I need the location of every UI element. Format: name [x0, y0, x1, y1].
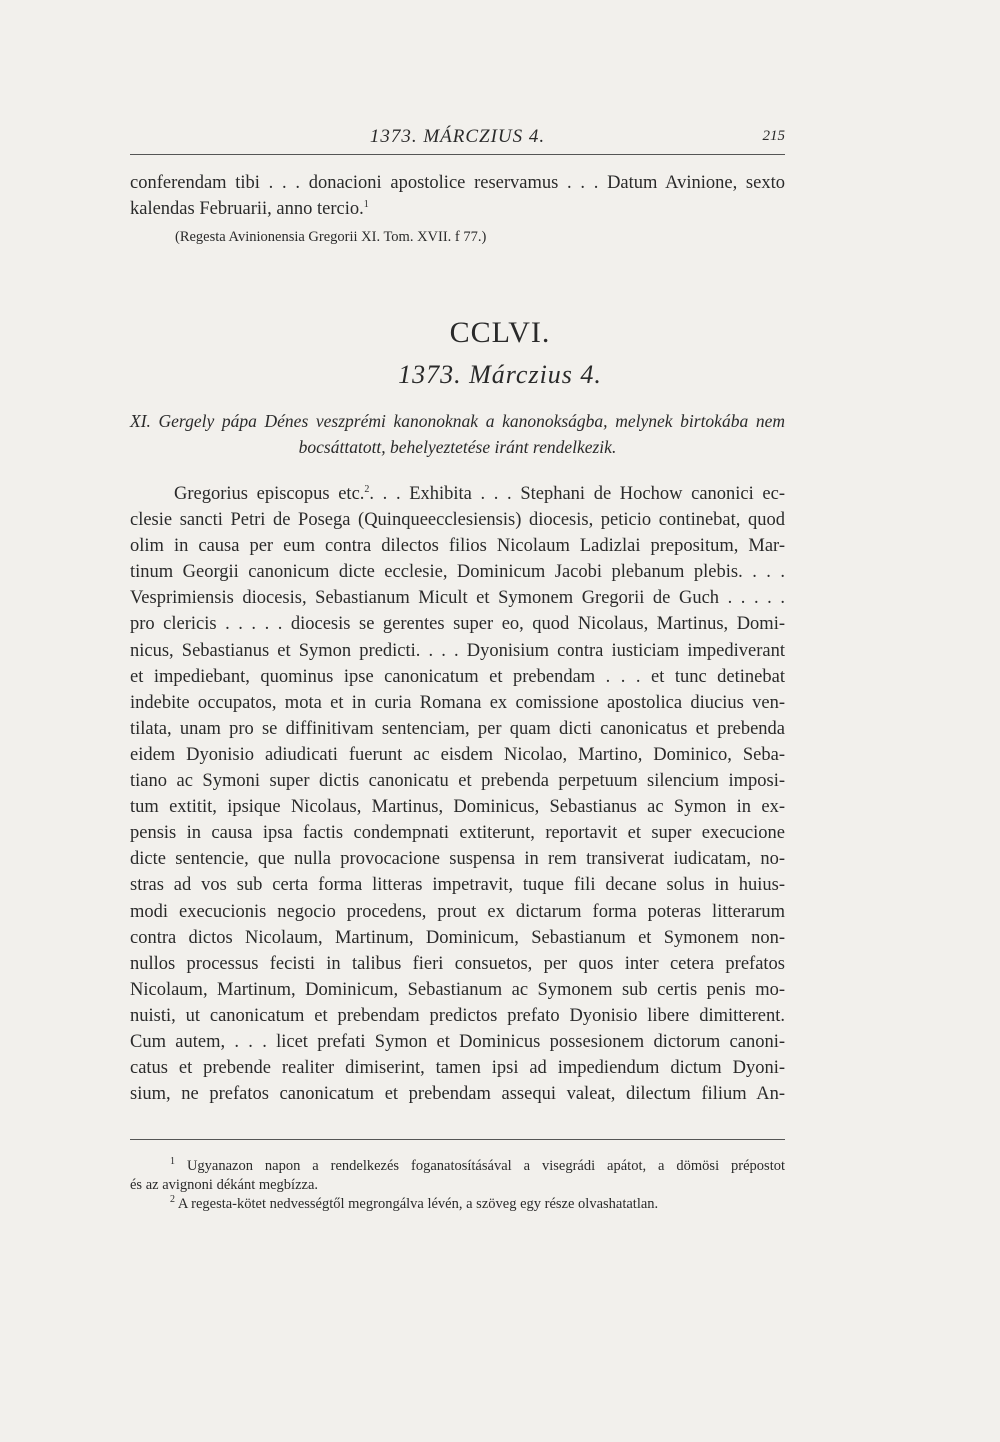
carryover-line-text: kalendas Februarii, anno tercio. [130, 199, 364, 219]
running-head-date: 1373. MÁRCZIUS 4. [369, 126, 546, 147]
body-line: tilata, unam pro se diffinitivam sentenciam, per quam dicti canonicatus et prebenda [130, 718, 785, 739]
document-date: 1373. Márczius 4. [398, 360, 602, 389]
footnote-mark: 2 [170, 1194, 175, 1206]
carryover-text [130, 170, 785, 222]
body-line: clesie sancti Petri de Posega (Quinqueecclesiensis) diocesis, peticio continebat, quod [130, 510, 785, 531]
summary-line: XI. Gergely pápa Dénes veszprémi kanonoknak a kanonokságba, melynek birtokába nem [130, 411, 785, 431]
footnote-text: Ugyanazon napon a rendelkezés foganatosításával a visegrádi apátot, a dömösi prépostot [186, 1158, 785, 1174]
footnote-1-line: és az avignoni dékánt megbízza. [130, 1177, 319, 1193]
body-line: tiano ac Symoni super dictis canonicatu et prebenda perpetuum silencium imposi- [130, 771, 785, 792]
footnote-1-line [130, 1157, 785, 1176]
footnote-divider [130, 1139, 785, 1140]
summary-line: bocsáttatott, behelyeztetése iránt rendelkezik. [298, 437, 617, 457]
body-line: catus et prebende realiter dimiserint, tamen ipsi ad impediendum dictum Dyoni- [130, 1058, 785, 1079]
page-number: 215 [762, 128, 785, 144]
footnote-text: A regesta-kötet nedvességtől megrongálva lévén, a szöveg egy része olvashatatlan. [177, 1196, 659, 1212]
body-line: nullos processus fecisti in talibus fieri consuetos, per quos inter cetera prefatos [130, 953, 785, 974]
body-line: Vesprimiensis diocesis, Sebastianum Micult et Symonem Gregorii de Guch . . . . . [130, 588, 785, 609]
body-line: olim in causa per eum contra dilectos filios Nicolaum Ladizlai prepositum, Mar- [130, 536, 785, 557]
carryover-line [130, 196, 785, 222]
body-line: et impediebant, quominus ipse canonicatum et prebendam . . . et tunc detinebat [130, 666, 785, 687]
footnote-2-line [130, 1195, 785, 1214]
body-line: tinum Georgii canonicum dicte ecclesie, Dominicum Jacobi plebanum plebis. . . . [130, 562, 785, 583]
body-line: pensis in causa ipsa factis condempnati extiterunt, reportavit et super execucione [130, 823, 785, 844]
body-line: Nicolaum, Martinum, Dominicum, Sebastianum ac Symonem sub certis penis mo- [130, 979, 785, 1000]
running-head [130, 124, 785, 155]
body-line: pro clericis . . . . . diocesis se gerentes super eo, quod Nicolaus, Martinus, Domi- [130, 614, 785, 635]
footnote-ref: 1 [363, 198, 369, 210]
body-line: sium, ne prefatos canonicatum et prebendam assequi valeat, dilectum filium An- [130, 1084, 785, 1105]
body-line: Cum autem, . . . licet prefati Symon et Dominicus possesionem dictorum canoni- [130, 1031, 785, 1052]
body-line: stras ad vos sub certa forma litteras impetravit, tuque fili decane solus in huius- [130, 875, 785, 896]
body-line: eidem Dyonisio adiudicati fuerunt ac eisdem Nicolao, Martino, Dominico, Seba- [130, 744, 785, 765]
body-line: dicte sentencie, que nulla provocacione suspensa in rem transiverat iudicatam, no- [130, 849, 785, 870]
body-first-line [130, 481, 785, 507]
footnote-ref: 2 [364, 483, 370, 495]
opening-text: Gregorius episcopus etc. [174, 484, 365, 504]
document-number: CCLVI. [449, 316, 551, 349]
body-line: modi execucionis negocio procedens, prout ex dictarum forma poteras litterarum [130, 901, 785, 922]
carryover-line: conferendam tibi . . . donacioni apostolice reservamus . . . Datum Avinione, sexto [130, 173, 785, 193]
opening-rest-text: . . . Exhibita . . . Stephani de Hochow canonici ec- [369, 484, 786, 504]
body-line: contra dictos Nicolaum, Martinum, Dominicum, Sebastianum et Symonem non- [130, 927, 785, 948]
source-citation: (Regesta Avinionensia Gregorii XI. Tom. XVII. f 77.) [175, 229, 487, 245]
body-line: indebite occupatos, mota et in curia Romana ex comissione apostolica diucius ven- [130, 692, 785, 713]
document-body [130, 481, 785, 1107]
footnotes [130, 1157, 785, 1214]
body-line: nuisti, ut canonicatum et prebendam predictos prefato Dyonisio libere dimitterent. [130, 1005, 785, 1026]
document-summary [130, 408, 785, 460]
body-line: tum extitit, ipsique Nicolaus, Martinus, Dominicus, Sebastianus ac Symon in ex- [130, 797, 785, 818]
body-line: nicus, Sebastianus et Symon predicti. . . . Dyonisium contra iusticiam impediverant [130, 640, 785, 661]
footnote-mark: 1 [170, 1156, 175, 1168]
